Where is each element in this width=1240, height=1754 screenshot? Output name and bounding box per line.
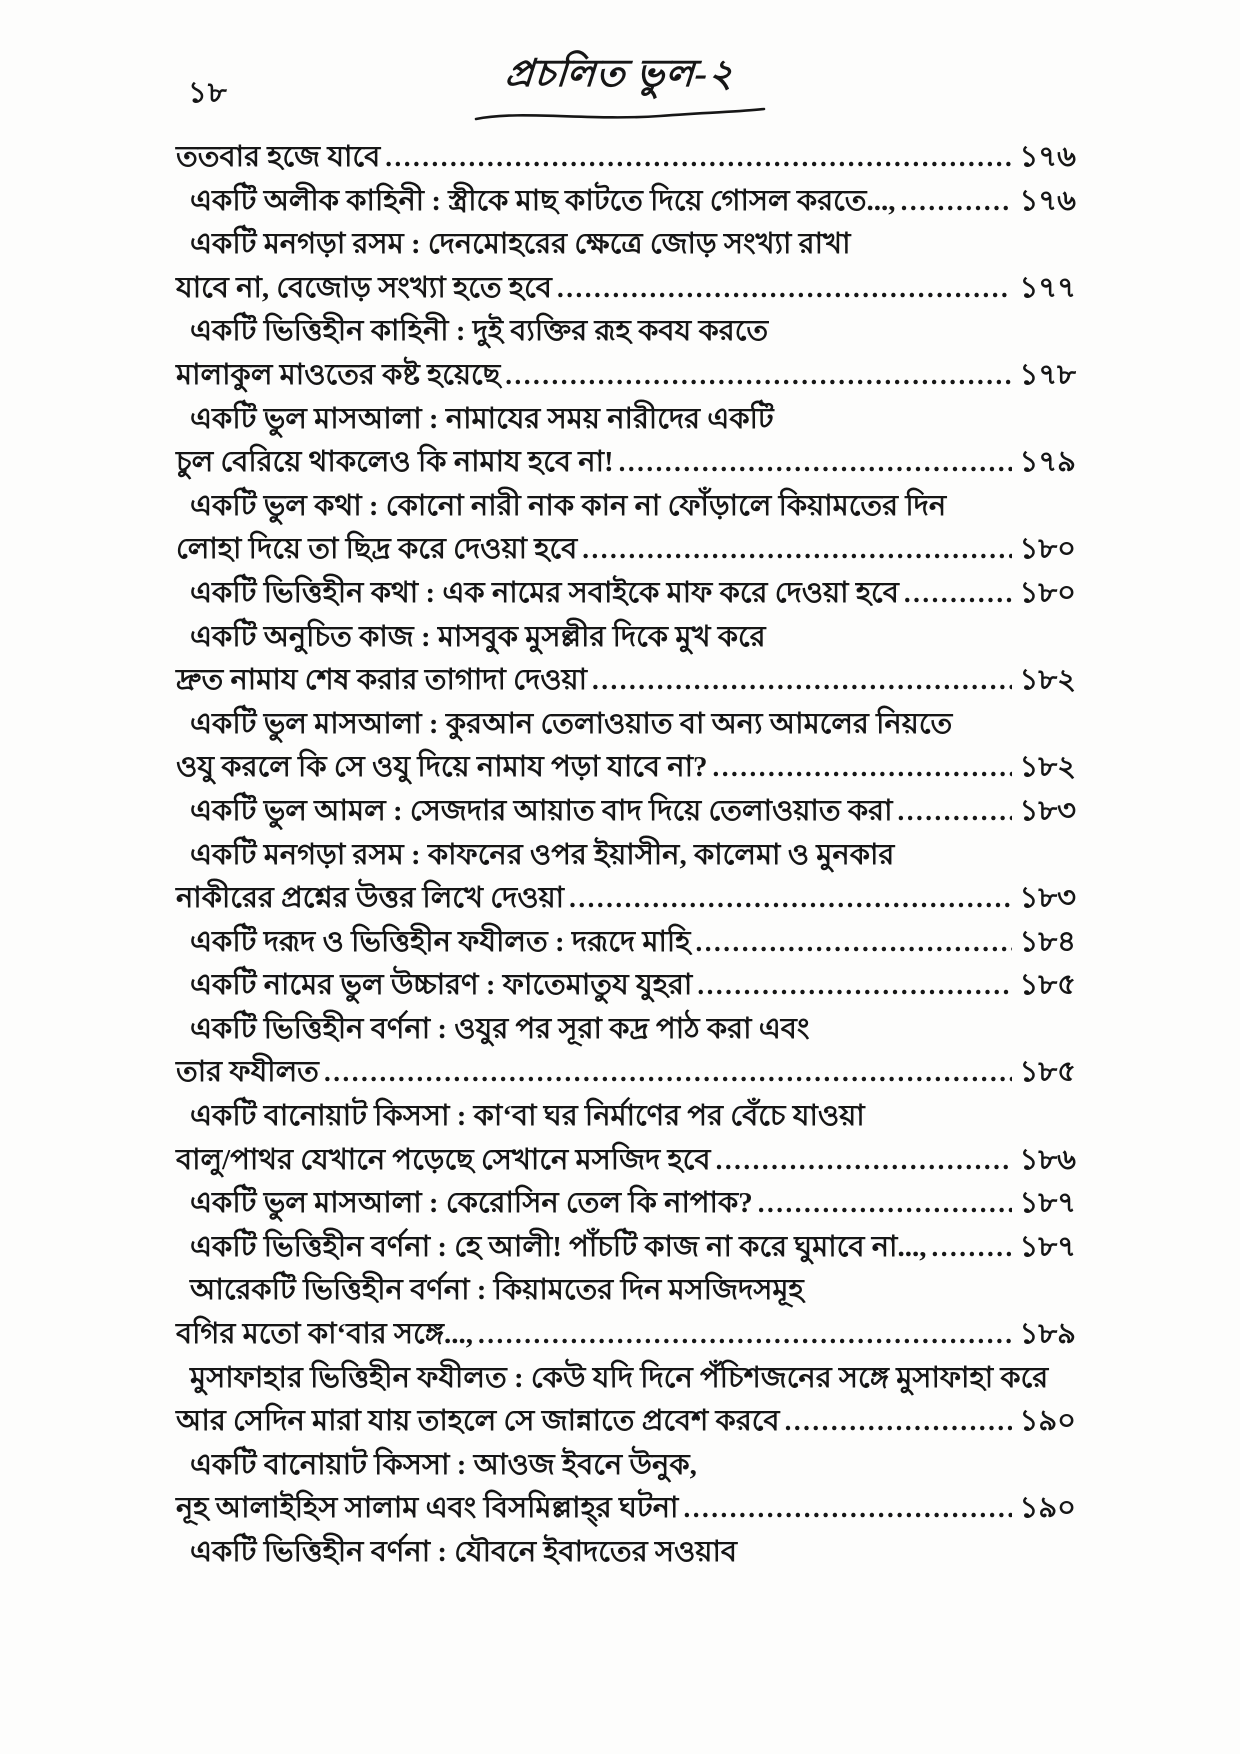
toc-entry-text: ওযু করলে কি সে ওযু দিয়ে নামায পড়া যাবে না? [176, 751, 708, 784]
toc-entry-text: একটি অনুচিত কাজ : মাসবুক মুসল্লীর দিকে মুখ করে [190, 620, 766, 653]
toc-entry-text: বালু/পাথর যেখানে পড়েছে সেখানে মসজিদ হবে [176, 1143, 711, 1176]
toc-line [176, 788, 1076, 832]
toc-line [176, 1442, 1076, 1486]
toc-list [176, 134, 1076, 1573]
toc-line [176, 1180, 1076, 1224]
toc-page-number: ১৮৪ [1019, 925, 1076, 958]
toc-entry-text: একটি অলীক কাহিনী : স্ত্রীকে মাছ কাটতে দিয়ে গোসল করতে..., [190, 184, 896, 217]
toc-entry-text: আরেকটি ভিত্তিহীন বর্ণনা : কিয়ামতের দিন মসজিদসমূহ [190, 1274, 804, 1307]
toc-line [176, 483, 1076, 527]
toc-line [176, 1224, 1076, 1268]
toc-page-number: ১৮৫ [1019, 969, 1076, 1002]
dotted-leader [683, 1492, 1011, 1525]
toc-line [176, 1398, 1076, 1442]
toc-line [176, 396, 1076, 440]
toc-entry-text: বগির মতো কা‘বার সঙ্গে..., [176, 1318, 473, 1351]
dotted-leader [592, 664, 1011, 697]
toc-line [176, 919, 1076, 963]
dotted-leader [904, 577, 1012, 610]
toc-page-number: ১৯০ [1019, 1405, 1076, 1438]
toc-entry-text: একটি মনগড়া রসম : দেনমোহরের ক্ষেত্রে জোড় সংখ্যা রাখা [190, 228, 851, 261]
running-head [0, 44, 1240, 124]
toc-entry-text: চুল বেরিয়ে থাকলেও কি নামায হবে না! [176, 446, 614, 479]
toc-page-number: ১৮৭ [1019, 1187, 1076, 1220]
dotted-leader [582, 533, 1011, 566]
toc-line [176, 265, 1076, 309]
toc-page-number: ১৮৭ [1019, 1230, 1076, 1263]
dotted-leader [505, 359, 1011, 392]
toc-page-number: ১৭৯ [1019, 446, 1076, 479]
dotted-leader [716, 1144, 1012, 1177]
toc-line [176, 352, 1076, 396]
dotted-leader [697, 969, 1011, 1002]
toc-line [176, 1485, 1076, 1529]
toc-page-number: ১৮৫ [1019, 1056, 1076, 1089]
toc-line [176, 1311, 1076, 1355]
dotted-leader [619, 446, 1012, 479]
toc-entry-text: নূহ আলাইহিস সালাম এবং বিসমিল্লাহ্‌র ঘটনা [176, 1492, 679, 1525]
toc-entry-text: একটি ভিত্তিহীন বর্ণনা : ওযুর পর সূরা কদ্র পাঠ করা এবং [190, 1012, 810, 1045]
toc-page-number: ১৭৮ [1019, 358, 1076, 391]
toc-page-number: ১৮০ [1019, 533, 1076, 566]
dotted-leader [785, 1405, 1012, 1438]
folio-page-number: ১৮ [188, 77, 228, 109]
toc-page-number: ১৭৬ [1019, 141, 1076, 173]
toc-entry-text: একটি ভুল কথা : কোনো নারী নাক কান না ফোঁড়ালে কিয়ামতের দিন [190, 489, 947, 522]
toc-line [176, 221, 1076, 265]
toc-page-number: ১৮২ [1019, 751, 1076, 784]
dotted-leader [898, 795, 1012, 828]
toc-entry-text: একটি ভিত্তিহীন বর্ণনা : যৌবনে ইবাদতের সওয়াব [190, 1536, 738, 1568]
toc-entry-text: একটি বানোয়াট কিসসা : আওজ ইবনে উনুক, [190, 1448, 697, 1481]
toc-line [176, 832, 1076, 876]
toc-entry-text: মালাকুল মাওতের কষ্ট হয়েছে [176, 358, 501, 391]
toc-line [176, 1137, 1076, 1181]
toc-page-number: ১৮৯ [1019, 1318, 1076, 1351]
toc-line [176, 1093, 1076, 1137]
toc-entry-text: একটি দরূদ ও ভিত্তিহীন ফযীলত : দরূদে মাহি [190, 925, 691, 958]
dotted-leader [324, 1056, 1012, 1089]
dotted-leader [695, 926, 1011, 959]
toc-line [176, 657, 1076, 701]
toc-line [176, 1006, 1076, 1050]
toc-line [176, 1049, 1076, 1093]
toc-line [176, 570, 1076, 614]
toc-entry-text: তার ফযীলত [176, 1056, 319, 1089]
toc-line [176, 962, 1076, 1006]
dotted-leader [931, 1231, 1011, 1264]
toc-entry-text: একটি ভুল মাসআলা : কুরআন তেলাওয়াত বা অন্য আমলের নিয়তে [190, 707, 953, 740]
toc-line [176, 614, 1076, 658]
toc-line [176, 744, 1076, 788]
toc-entry-text: একটি মনগড়া রসম : কাফনের ওপর ইয়াসীন, কালেমা ও মুনকার [190, 838, 895, 871]
toc-line [176, 1355, 1076, 1399]
toc-page-number: ১৮০ [1019, 576, 1076, 609]
toc-page-number: ১৭৭ [1019, 271, 1076, 304]
dotted-leader [713, 751, 1012, 784]
toc-entry-text: একটি ভিত্তিহীন বর্ণনা : হে আলী! পাঁচটি কাজ না করে ঘুমাবে না..., [190, 1230, 927, 1263]
toc-entry-text: একটি ভুল মাসআলা : কেরোসিন তেল কি নাপাক? [190, 1187, 753, 1220]
toc-page-number: ১৮৩ [1019, 882, 1076, 915]
dotted-leader [569, 882, 1011, 915]
dotted-leader [478, 1318, 1012, 1351]
toc-line [176, 1529, 1076, 1573]
toc-entry-text: একটি বানোয়াট কিসসা : কা‘বা ঘর নির্মাণের পর বেঁচে যাওয়া [190, 1100, 865, 1133]
toc-entry-text: ততবার হজে যাবে [176, 141, 381, 173]
book-title: প্রচলিত ভুল-২ [504, 53, 737, 95]
toc-line [176, 178, 1076, 222]
toc-line [176, 439, 1076, 483]
dotted-leader [901, 185, 1012, 218]
toc-line [176, 1267, 1076, 1311]
toc-line [176, 701, 1076, 745]
toc-line [176, 526, 1076, 570]
toc-entry-text: দ্রুত নামায শেষ করার তাগাদা দেওয়া [176, 664, 588, 697]
toc-line [176, 875, 1076, 919]
toc-entry-text: একটি ভুল মাসআলা : নামাযের সময় নারীদের একটি [190, 402, 774, 435]
toc-entry-text: একটি ভিত্তিহীন কথা : এক নামের সবাইকে মাফ করে দেওয়া হবে [190, 576, 899, 609]
toc-entry-text: একটি ভিত্তিহীন কাহিনী : দুই ব্যক্তির রূহ কবয করতে [190, 315, 769, 348]
toc-page-number: ১৮৩ [1019, 794, 1076, 827]
toc-page-number: ১৮৬ [1019, 1143, 1076, 1176]
title-underline-flourish [470, 106, 770, 124]
toc-page-number: ১৯০ [1019, 1492, 1076, 1525]
toc-entry-text: একটি ভুল আমল : সেজদার আয়াত বাদ দিয়ে তেলাওয়াত করা [190, 794, 893, 827]
toc-page-number: ১৭৬ [1019, 184, 1076, 217]
toc-entry-text: আর সেদিন মারা যায় তাহলে সে জান্নাতে প্রবেশ করবে [176, 1405, 780, 1438]
dotted-leader [385, 141, 1011, 174]
toc-line [176, 308, 1076, 352]
toc-entry-text: লোহা দিয়ে তা ছিদ্র করে দেওয়া হবে [176, 533, 578, 566]
toc-entry-text: নাকীরের প্রশ্নের উত্তর লিখে দেওয়া [176, 882, 565, 915]
dotted-leader [557, 272, 1012, 305]
toc-entry-text: মুসাফাহার ভিত্তিহীন ফযীলত : কেউ যদি দিনে পঁচিশজনের সঙ্গে মুসাফাহা করে [190, 1361, 1049, 1394]
toc-page-number: ১৮২ [1019, 664, 1076, 697]
dotted-leader [758, 1187, 1012, 1220]
toc-entry-text: যাবে না, বেজোড় সংখ্যা হতে হবে [176, 271, 552, 304]
toc-line [176, 134, 1076, 178]
toc-entry-text: একটি নামের ভুল উচ্চারণ : ফাতেমাতুয যুহরা [190, 969, 693, 1002]
